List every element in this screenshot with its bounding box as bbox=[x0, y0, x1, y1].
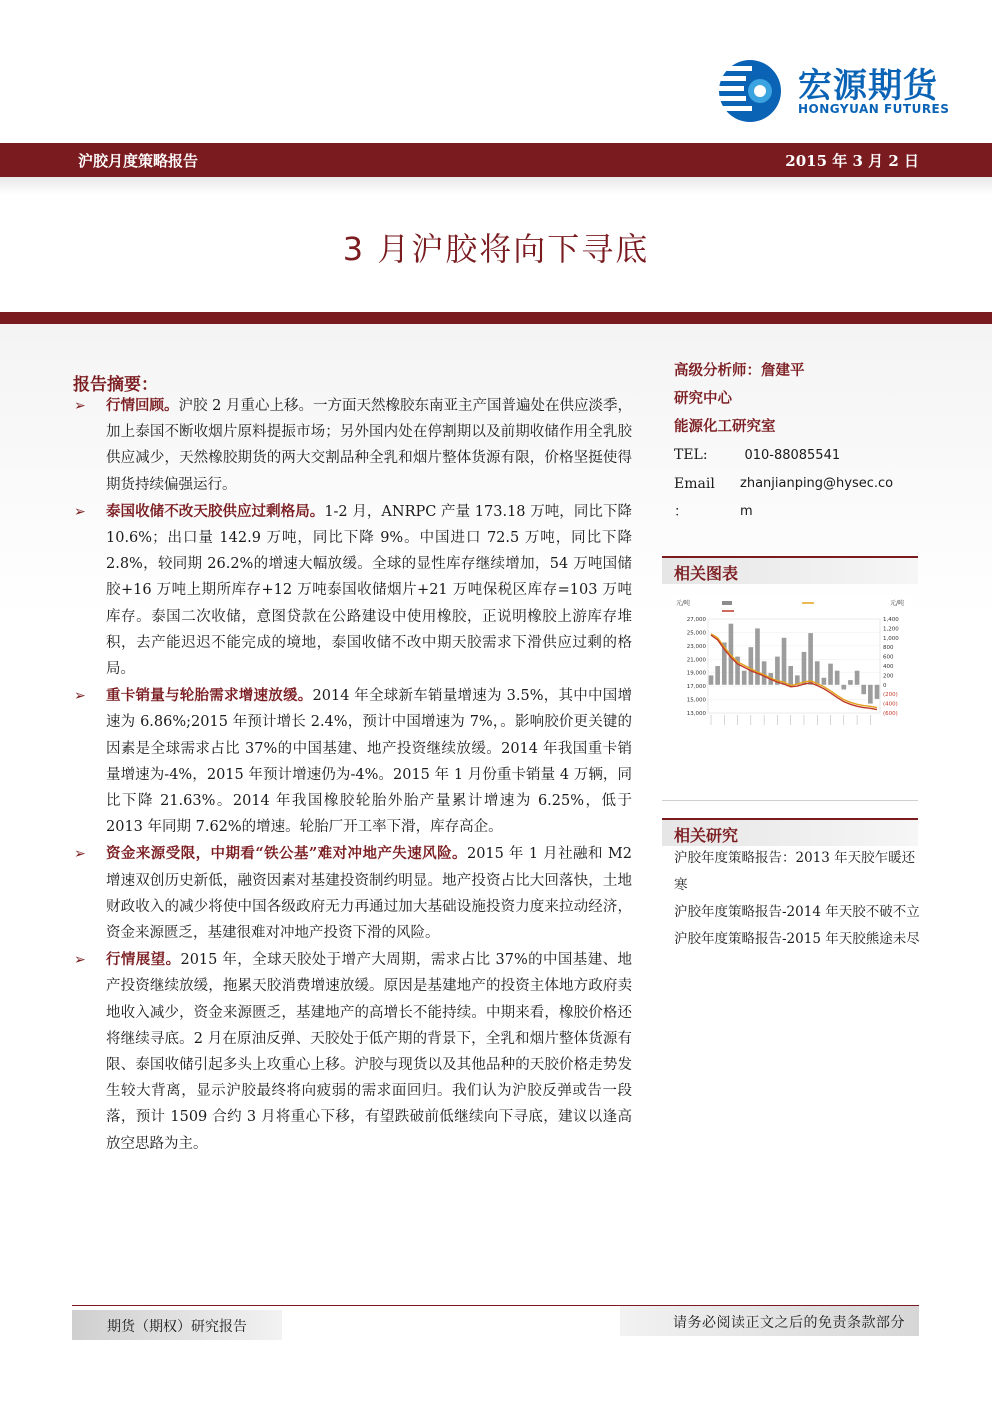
arrow-bullet-icon: ➢ bbox=[74, 503, 86, 520]
footer-disclaimer: 请务必阅读正文之后的免责条款部分 bbox=[673, 1315, 905, 1331]
basis-bar bbox=[841, 685, 846, 690]
basis-bar bbox=[749, 647, 754, 685]
right-tick-label: 0 bbox=[883, 682, 887, 689]
related-charts-header bbox=[662, 556, 918, 584]
left-tick-label: 15,000 bbox=[686, 697, 706, 704]
left-tick-label: 21,000 bbox=[686, 657, 706, 664]
tel-value: 010-88085541 bbox=[744, 448, 841, 463]
legend-swatch-basis bbox=[722, 601, 732, 605]
related-research-item[interactable]: 沪胶年度策略报告-2015 年天胶熊途未尽 bbox=[674, 931, 920, 947]
summary-item-head: 重卡销量与轮胎需求增速放缓。 bbox=[106, 687, 313, 705]
footer-left bbox=[72, 1310, 282, 1340]
right-axis-unit: 元/吨 bbox=[890, 600, 905, 607]
summary-title: 报告摘要： bbox=[73, 375, 158, 395]
tel-label: TEL: bbox=[674, 447, 708, 463]
price-chart bbox=[672, 595, 912, 755]
research-office: 能源化工研究室 bbox=[674, 418, 776, 435]
related-research-title: 相关研究 bbox=[674, 826, 739, 845]
plot-area bbox=[708, 619, 880, 713]
right-tick-label: 800 bbox=[883, 645, 894, 652]
footer-right bbox=[620, 1306, 919, 1336]
basis-bar bbox=[742, 671, 747, 685]
right-tick-label: 1,000 bbox=[883, 635, 899, 642]
report-type: 沪胶月度策略报告 bbox=[78, 152, 199, 170]
header-shade bbox=[0, 177, 992, 195]
basis-bar bbox=[715, 666, 720, 685]
related-charts-title: 相关图表 bbox=[674, 564, 739, 583]
related-research-item[interactable]: 沪胶年度策略报告：2013 年天胶乍暖还寒 bbox=[674, 850, 916, 893]
summary-item-text bbox=[106, 393, 632, 498]
page-title: 3 月沪胶将向下寻底 bbox=[342, 230, 650, 268]
basis-bar bbox=[855, 671, 860, 685]
email-row bbox=[674, 470, 924, 526]
right-tick-label: 200 bbox=[883, 673, 894, 680]
summary-item-text bbox=[106, 499, 632, 682]
left-tick-label: 25,000 bbox=[686, 630, 706, 637]
basis-bar bbox=[782, 638, 787, 685]
email-value-line2[interactable]: m bbox=[740, 504, 753, 519]
summary-item-body: 2015 年，全球天胶处于增产大周期，需求占比 37%的中国基建、地产投资继续放缓，拖累天胶消费增速放缓。原因是基建地产的投资主体地方政府卖地收入减少，资金来源匮乏，基建地产的高增长不能持续。中期来看，橡胶价格还将继续寻底。2 月在原油反弹、天胶处于低产期的背景下，全乳和烟片整体货源有限、泰国收储引起多头上攻重心上移。沪胶与现货以及其他品种的天胶价格走势发生较大背离，显示沪胶最终将向疲弱的需求面回归。我们认为沪胶反弹或告一段落，预计 1509 合约 3 月将重心下移，有望跌破前低继续向下寻底，建议以逢高放空思路为主。 bbox=[106, 952, 632, 1152]
summary-item-head: 泰国收储不改天胶供应过剩格局。 bbox=[106, 502, 325, 520]
summary-item-head: 行情展望。 bbox=[106, 951, 181, 969]
title-rule bbox=[0, 312, 992, 324]
basis-bar bbox=[868, 685, 873, 704]
right-tick-label: 400 bbox=[883, 664, 894, 670]
basis-bar bbox=[835, 671, 840, 685]
summary-item bbox=[72, 841, 632, 946]
summary-item-body: 2014 年全球新车销量增速为 3.5%，其中中国增速为 6.86%;2015 年预计增长 2.4%，预计中国增速为 7%，。影响胶价更关键的因素是全球需求占比 37%的中国基建、地产投资继续放缓。2014 年我国重卡销量增速为-4%，2015 年预计增速仍为-4%。2015 年 1 月份重卡销量 4 万辆，同比下降 21.63%。2014 年我国橡胶轮胎外胎产量累计增速为 6.25%，低于 2013 年同期 7.62%的增速。轮胎厂开工率下滑，库存高企。 bbox=[106, 688, 632, 836]
left-tick-label: 13,000 bbox=[686, 711, 706, 717]
summary-item bbox=[72, 683, 632, 840]
logo-mark-icon bbox=[716, 56, 786, 126]
summary-item-head: 资金来源受限，中期看“铁公基”难对冲地产失速风险。 bbox=[106, 845, 467, 863]
related-research-list bbox=[674, 845, 924, 953]
chart-divider bbox=[662, 800, 918, 801]
summary-item bbox=[72, 499, 632, 682]
basis-bar bbox=[788, 666, 793, 685]
footer-report-type: 期货（期权）研究报告 bbox=[107, 1319, 247, 1335]
basis-bar bbox=[762, 661, 767, 685]
summary-item-body: 1-2 月，ANRPC 产量 173.18 万吨，同比下降 10.6%；出口量 142.9 万吨，同比下降 9%。中国进口 72.5 万吨，同比下降 2.8%，较同期 26.2%的增速大幅放缓。全球的显性库存继续增加，54 万吨国储胶+16 万吨上期所库存+12 万吨泰国收储烟片+21 万吨保税区库存=103 万吨库存。泰国二次收储，意图贷款在公路建设中使用橡胶，正说明橡胶上游库存堆积，去产能迟迟不能完成的境地，泰国收储不改中期天胶需求下滑供应过剩的格局。 bbox=[106, 503, 633, 678]
basis-bar bbox=[709, 675, 714, 684]
left-tick-label: 27,000 bbox=[686, 617, 706, 623]
right-tick-label: (200) bbox=[883, 692, 898, 699]
summary-item-text bbox=[106, 683, 632, 840]
left-tick-label: 23,000 bbox=[686, 643, 706, 650]
right-tick-label: 600 bbox=[883, 654, 894, 661]
basis-bar bbox=[861, 685, 866, 694]
related-research-header bbox=[662, 818, 918, 846]
basis-bar bbox=[822, 678, 827, 685]
analyst-name: 高级分析师：詹建平 bbox=[674, 362, 805, 379]
analyst-info bbox=[674, 357, 924, 526]
logo-en-text: HONGYUAN FUTURES bbox=[798, 102, 950, 116]
right-tick-label: (400) bbox=[883, 701, 898, 708]
left-axis-unit: 元/吨 bbox=[676, 600, 691, 607]
arrow-bullet-icon: ➢ bbox=[74, 688, 86, 705]
summary-item-text bbox=[106, 947, 632, 1157]
basis-bar bbox=[828, 664, 833, 685]
email-label: Email bbox=[674, 476, 715, 492]
arrow-bullet-icon: ➢ bbox=[74, 952, 86, 969]
summary-item bbox=[72, 393, 632, 498]
right-tick-label: (600) bbox=[883, 711, 898, 717]
basis-bar bbox=[808, 633, 813, 685]
research-center: 研究中心 bbox=[674, 390, 732, 407]
summary-item bbox=[72, 947, 632, 1157]
company-logo bbox=[716, 56, 966, 126]
basis-bar bbox=[755, 628, 760, 684]
email-value-line1[interactable]: zhanjianping@hysec.co bbox=[740, 476, 894, 491]
basis-bar bbox=[802, 652, 807, 685]
tel-row bbox=[674, 441, 924, 470]
arrow-bullet-icon: ➢ bbox=[74, 398, 86, 414]
logo-cn-text: 宏源期货 bbox=[798, 66, 938, 106]
summary-item-body: 2015 年 1 月社融和 M2 增速双创历史新低，融资因素对基建投资制约明显。地产投资占比大回落快，土地财政收入的减少将使中国各级政府无力再通过加大基础设施投资力度来拉动经济，资金来源匮乏，基建很难对冲地产投资下滑的风险。 bbox=[106, 846, 632, 942]
basis-bar bbox=[848, 680, 853, 685]
report-date: 2015 年 3 月 2 日 bbox=[785, 152, 919, 170]
basis-bar bbox=[875, 685, 880, 699]
left-tick-label: 17,000 bbox=[686, 684, 706, 691]
right-tick-label: 1,400 bbox=[883, 617, 899, 623]
email-colon: ： bbox=[674, 504, 688, 520]
basis-bar bbox=[815, 661, 820, 685]
summary-item-body: 沪胶 2 月重心上移。一方面天然橡胶东南亚主产国普遍处在供应淡季，加上泰国不断收烟片原料提振市场；另外国内处在停割期以及前期收储作用全乳胶供应减少，天然橡胶期货的两大交割品种全乳和烟片整体货源有限，价格坚挺使得期货持续偏强运行。 bbox=[106, 398, 632, 493]
related-research-item[interactable]: 沪胶年度策略报告-2014 年天胶不破不立 bbox=[674, 904, 920, 920]
related-chart bbox=[672, 595, 912, 755]
report-type-band bbox=[0, 143, 992, 177]
arrow-bullet-icon: ➢ bbox=[74, 846, 86, 863]
summary-item-head: 行情回顾。 bbox=[106, 397, 179, 414]
summary-item-text bbox=[106, 841, 632, 946]
right-tick-label: 1,200 bbox=[883, 626, 899, 633]
left-tick-label: 19,000 bbox=[686, 670, 706, 677]
summary-list bbox=[72, 393, 632, 1158]
